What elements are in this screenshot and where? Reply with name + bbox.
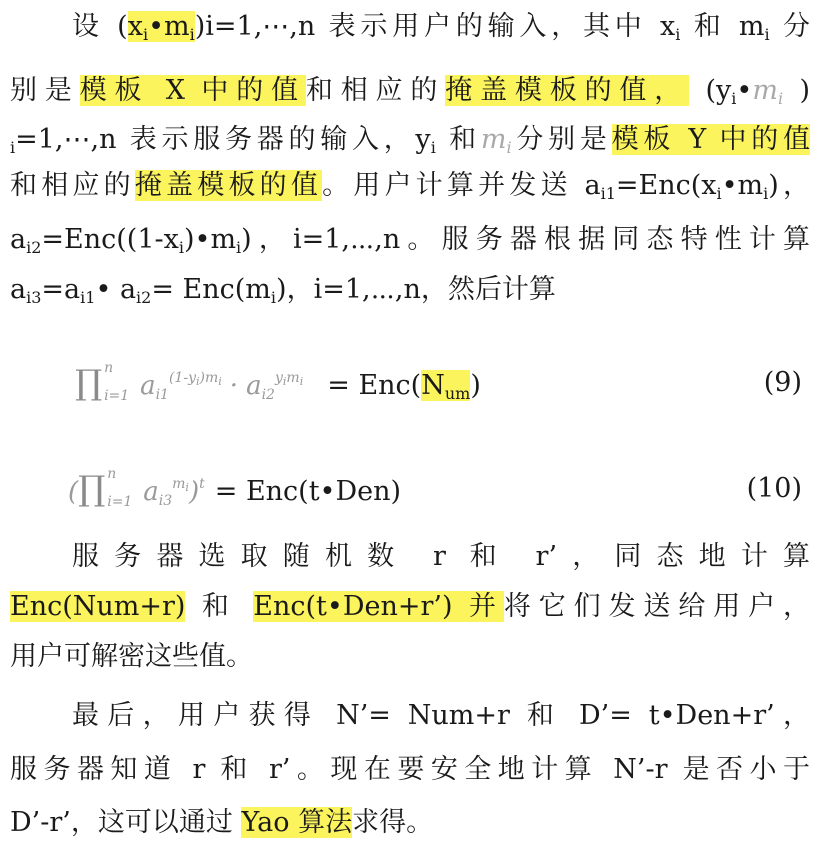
equation-rhs: = Enc(t•Den) (214, 476, 402, 507)
text: )m (199, 370, 219, 386)
upper-limit: n (107, 465, 117, 482)
highlight-mask-template: 掩盖模板的值， (445, 75, 690, 106)
text: 将它们发送给用户， (503, 591, 811, 622)
subscript: i (10, 138, 16, 157)
product-symbol: ∏ (75, 363, 103, 403)
text: 分 (769, 11, 810, 42)
subscript: i3 (158, 493, 173, 509)
highlight-x (128, 11, 195, 42)
text: 和 (435, 124, 481, 155)
text: •m (721, 170, 764, 201)
text: =Enc(x (615, 170, 717, 201)
equation-number-9: (9) (763, 367, 802, 398)
subscript: i1 (600, 184, 616, 203)
subscript: i (675, 25, 681, 44)
base-a: a (143, 477, 159, 507)
subscript: i (236, 238, 242, 257)
paragraph-line-10 (72, 693, 810, 739)
text: )i=1,⋯,n 表示用户的输入，其中 x (194, 11, 676, 42)
text: a (10, 274, 27, 305)
text: =1,⋯,n 表示服务器的输入，y (15, 124, 431, 155)
dot-operator: · (229, 371, 239, 401)
equation-number-10: (10) (746, 473, 802, 504)
subscript: i (142, 25, 149, 44)
paragraph-line-1 (72, 4, 810, 50)
subscript: i (270, 288, 277, 307)
paragraph-line-5 (10, 217, 810, 263)
subscript: i1 (80, 288, 96, 307)
text: 。用户计算并发送 a (322, 170, 601, 201)
faded-var-m: m (752, 75, 778, 106)
paragraph-line-3 (10, 117, 810, 163)
base-a: a (140, 371, 156, 401)
exponent-2 (275, 370, 303, 386)
paragraph-line-9 (10, 634, 810, 680)
upper-limit: n (104, 359, 114, 376)
text: a (10, 224, 27, 255)
paragraph-line-4 (10, 163, 810, 209)
subscript: i (506, 138, 512, 157)
highlight-mask-template: 掩盖模板的值 (134, 170, 323, 201)
subscript: i (218, 375, 222, 388)
outer-exponent: t (199, 476, 205, 492)
text: (y (689, 75, 732, 106)
subscript: i (299, 375, 304, 388)
text: )•m (183, 224, 237, 255)
text: N (421, 370, 445, 401)
paren-open: ( (68, 477, 79, 507)
var-x: x (127, 11, 143, 42)
highlight-yao-algorithm: Yao 算法 (241, 807, 353, 838)
paragraph-line-6 (10, 267, 810, 313)
text: m (286, 370, 300, 386)
text: 设 ( (72, 11, 128, 42)
product-limits (105, 465, 143, 516)
text: 和相应的 (10, 170, 135, 201)
paragraph-line-2 (10, 68, 810, 114)
subscript: i (763, 184, 769, 203)
highlight-template-y: 模板 Y 中的值 (611, 124, 810, 155)
subscript: i (282, 375, 287, 388)
paragraph-line-8 (10, 584, 810, 630)
text: 求得。 (352, 807, 434, 838)
paragraph-line-7 (72, 534, 810, 580)
text: 分别是 (511, 124, 612, 155)
subscript: i (430, 138, 436, 157)
text: )，i=1,⋯,n。服务器根据同态特性计算 (241, 224, 810, 255)
text: =a (41, 274, 81, 305)
product-symbol: ∏ (78, 469, 106, 509)
equation-10 (68, 466, 401, 516)
subscript: i (764, 25, 770, 44)
text: • a (95, 274, 137, 305)
text: 和 (185, 591, 254, 622)
var-m: •m (148, 11, 190, 42)
text: 别是 (10, 75, 80, 106)
subscript: i (716, 184, 722, 203)
text: 最后，用户获得 N’= Num+r 和 D’= t•Den+r’， (72, 700, 810, 731)
text: )，i=1,⋯,n，然后计算 (276, 274, 556, 305)
paragraph-line-12 (10, 800, 810, 846)
equation-9 (75, 360, 481, 410)
subscript: i2 (261, 387, 275, 403)
text: ) (783, 75, 811, 106)
highlight-template-x: 模板 X 中的值 (79, 75, 306, 106)
text: 用户可解密这些值。 (10, 641, 253, 672)
text: • (736, 75, 753, 106)
paren-close: ) (188, 477, 200, 507)
text: y (274, 370, 283, 386)
text: =Enc((1-x (41, 224, 179, 255)
equation-rhs: = Enc( (327, 370, 422, 401)
subscript: i (178, 238, 184, 257)
lower-limit: i=1 (104, 387, 130, 404)
text: (1-y (168, 370, 196, 386)
text: 和相应的 (305, 75, 446, 106)
product-limits (102, 359, 140, 410)
text: ) (470, 370, 481, 401)
subscript: i3 (26, 288, 42, 307)
subscript: i (777, 89, 784, 108)
base-a: a (246, 371, 262, 401)
text: 和 m (680, 11, 765, 42)
subscript: i2 (136, 288, 152, 307)
subscript: i (731, 89, 737, 108)
text: )， (768, 170, 811, 201)
faded-var-m: m (480, 124, 507, 155)
text: = Enc(m (151, 274, 271, 305)
lower-limit: i=1 (107, 493, 133, 510)
subscript: i2 (26, 238, 42, 257)
text: 服务器选取随机数 r 和 r’，同态地计算 (72, 541, 810, 572)
subscript: um (444, 384, 471, 403)
subscript: i (195, 375, 200, 388)
highlight-enc-den: Enc(t•Den+r’) 并 (253, 591, 504, 622)
highlight-enc-num: Enc(Num+r) (10, 591, 186, 622)
subscript: i (189, 25, 195, 44)
text: 服务器知道 r 和 r’。现在要安全地计算 N’-r 是否小于 (10, 754, 810, 785)
text: D’-r’，这可以通过 (10, 807, 242, 838)
exponent (172, 476, 189, 492)
paragraph-line-11 (10, 747, 810, 793)
subscript: i (185, 481, 189, 494)
highlight-num (421, 370, 470, 401)
exponent-1 (169, 370, 222, 386)
subscript: i1 (155, 387, 169, 403)
text: m (172, 476, 186, 492)
